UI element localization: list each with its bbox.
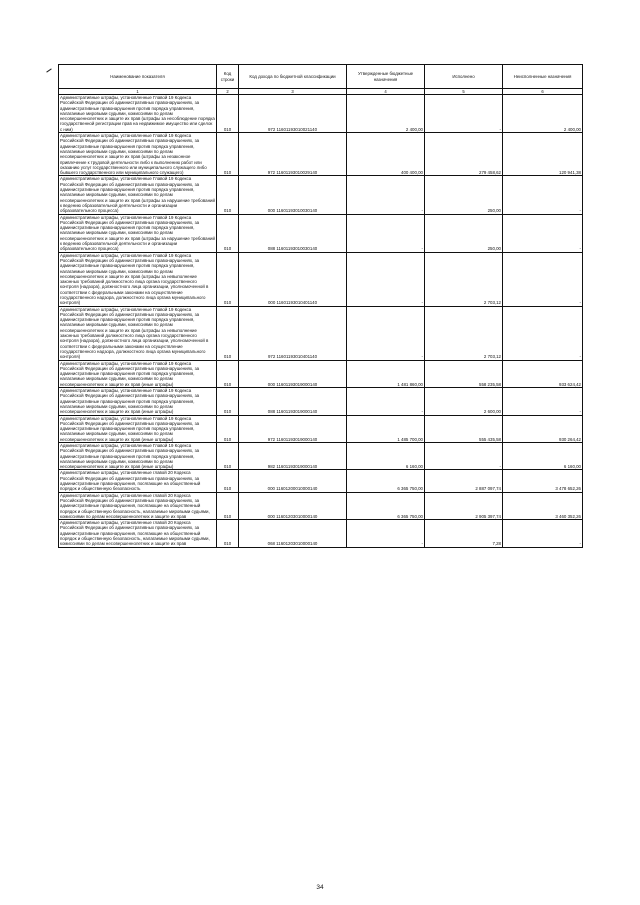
row-indicator-name: Административные штрафы, установленные Главой 19 Кодекса Российской Федерации об административных правонарушениях, за административные правонарушения против порядка управления, налагаемые мировыми судьями, комиссиями по делам несовершеннолетних и защите их прав (штрафы за нарушение требований к ведению образовательной деятельности и организации образовательного процесса) <box>60 214 215 252</box>
row-indicator-name: Административные штрафы, установленные Главой 19 Кодекса Российской Федерации об административных правонарушениях, за административные правонарушения против порядка управления, налагаемые мировыми судьями, комиссиями по делам несовершеннолетних и защите их прав (иные штрафы) <box>59 415 217 442</box>
table-row <box>59 492 583 519</box>
row-executed: - <box>425 95 503 133</box>
table-row <box>59 252 583 306</box>
row-line-code: 010 <box>217 492 239 519</box>
row-budget-code: 982 11601193019000140 <box>239 443 347 470</box>
row-unexecuted: 3 478 652,26 <box>503 470 583 492</box>
row-budget-code: 972 11601193010401140 <box>239 306 347 360</box>
row-budget-code: 000 11601193010401140 <box>239 252 347 306</box>
column-number: 4 <box>347 89 425 95</box>
row-executed: 250,00 <box>425 214 503 252</box>
row-unexecuted: 3 460 352,26 <box>503 492 583 519</box>
row-indicator-name: Административные штрафы, установленные Главой 19 Кодекса Российской Федерации об административных правонарушениях, за административные правонарушения против порядка управления, налагаемые мировыми судьями, комиссиями по делам несовершеннолетних и защите их прав (иные штрафы) <box>59 443 217 470</box>
row-executed: 2 703,12 <box>425 252 503 306</box>
row-approved: - <box>347 520 425 547</box>
row-line-code: 010 <box>217 252 239 306</box>
row-line-code: 010 <box>217 306 239 360</box>
row-unexecuted: 933 624,42 <box>503 360 583 387</box>
column-number: 3 <box>239 89 347 95</box>
column-number: 6 <box>503 89 583 95</box>
header-executed: Исполнено <box>425 65 503 89</box>
row-approved: - <box>347 176 425 214</box>
row-line-code: 010 <box>217 415 239 442</box>
table-row <box>59 214 583 252</box>
page-number: 34 <box>316 884 324 891</box>
header-line-code: Код строки <box>217 65 239 89</box>
table-row <box>59 95 583 133</box>
row-budget-code: 088 11601193019000140 <box>239 388 347 415</box>
row-executed: 2 600,00 <box>425 388 503 415</box>
row-unexecuted: 6 160,00 <box>503 443 583 470</box>
row-approved: 2 400,00 <box>347 95 425 133</box>
row-line-code: 010 <box>217 360 239 387</box>
row-budget-code: 088 11601193010030140 <box>239 214 347 252</box>
row-unexecuted: - <box>503 214 583 252</box>
row-unexecuted: - <box>503 176 583 214</box>
row-unexecuted: - <box>503 252 583 306</box>
row-budget-code: 000 11601193010030140 <box>239 176 347 214</box>
table-row <box>59 388 583 415</box>
header-unexecuted: Неисполненные назначения <box>503 65 583 89</box>
row-indicator-name: Административные штрафы, установленные главой 20 Кодекса Российской Федерации об административных правонарушениях, за административные правонарушения, посягающие на общественный порядок и общественную безопасность, налагаемые мировыми судьями, комиссиями по делам несовершеннолетних и защите их прав <box>59 492 217 519</box>
table-row <box>59 520 583 547</box>
row-executed: 2 887 097,74 <box>425 470 503 492</box>
row-executed: 2 703,12 <box>425 306 503 360</box>
row-indicator-name: Административные штрафы, установленные Главой 19 Кодекса Российской Федерации об административных правонарушениях, за административные правонарушения против порядка управления, налагаемые мировыми судьями, комиссиями по делам несовершеннолетних и защите их прав (штрафы за несоблюдение порядка государственной регистрации прав на недвижимое имущество или сделок с ним) <box>60 95 215 132</box>
row-unexecuted: 120 941,38 <box>503 133 583 176</box>
row-indicator-name: Административные штрафы, установленные главой 20 Кодекса Российской Федерации об административных правонарушениях, за административные правонарушения, посягающие на общественный порядок и общественную безопасность, налагаемые мировыми судьями, комиссиями по делам несовершеннолетних и защите их прав <box>59 520 217 547</box>
row-line-code: 010 <box>217 443 239 470</box>
row-indicator-name: Административные штрафы, установленные Главой 19 Кодекса Российской Федерации об административных правонарушениях, за административные правонарушения против порядка управления, налагаемые мировыми судьями, комиссиями по делам несовершеннолетних и защите их прав (штрафы за невыполнение законных требований должностного лица органа государственного контроля (надзора), должностного лица организации, уполномоченной в соответствии с федеральными законами на осуществление государственного надзора, должностного лица органа муниципального контроля) <box>59 252 217 306</box>
row-unexecuted: 2 400,00 <box>503 95 583 133</box>
table-row <box>59 415 583 442</box>
row-indicator-name: Административные штрафы, установленные Главой 19 Кодекса Российской Федерации об административных правонарушениях, за административные правонарушения против порядка управления, налагаемые мировыми судьями, комиссиями по делам несовершеннолетних и защите их прав (штрафы за невыполнение законных требований должностного лица органа государственного контроля (надзора), должностного лица организации, уполномоченной в соответствии с федеральными законами на осуществление государственного надзора, должностного лица органа муниципального контроля) <box>59 306 217 360</box>
row-line-code: 010 <box>217 520 239 547</box>
row-approved: 1 485 700,00 <box>347 415 425 442</box>
row-budget-code: 972 11601193010029140 <box>239 133 347 176</box>
table-row <box>59 306 583 360</box>
row-unexecuted: - <box>503 306 583 360</box>
column-number: 1 <box>59 89 217 95</box>
row-indicator-name: Административные штрафы, установленные Главой 19 Кодекса Российской Федерации об административных правонарушениях, за административные правонарушения против порядка управления, налагаемые мировыми судьями, комиссиями по делам несовершеннолетних и защите их прав (штрафы за нарушение требований к ведению образовательной деятельности и организации образовательного процесса) <box>60 176 215 214</box>
row-executed: - <box>425 443 503 470</box>
row-approved: - <box>347 252 425 306</box>
row-approved: - <box>347 306 425 360</box>
budget-execution-table <box>58 64 583 548</box>
row-unexecuted: - <box>503 520 583 547</box>
table-row <box>59 133 583 176</box>
table-row <box>59 176 583 214</box>
row-indicator-name: Административные штрафы, установленные Главой 19 Кодекса Российской Федерации об административных правонарушениях, за административные правонарушения против порядка управления, налагаемые мировыми судьями, комиссиями по делам несовершеннолетних и защите их прав (иные штрафы) <box>59 388 217 415</box>
row-executed: 7,28 <box>425 520 503 547</box>
row-approved: 400 400,00 <box>347 133 425 176</box>
table-row <box>59 443 583 470</box>
row-executed: 555 435,58 <box>425 415 503 442</box>
table-row <box>59 360 583 387</box>
row-budget-code: 068 11601203010000140 <box>239 520 347 547</box>
row-approved: - <box>347 214 425 252</box>
row-budget-code: 000 11601200010000140 <box>239 470 347 492</box>
row-approved: - <box>347 388 425 415</box>
row-executed: 2 905 397,74 <box>425 492 503 519</box>
row-approved: 6 160,00 <box>347 443 425 470</box>
row-approved: 1 481 860,00 <box>347 360 425 387</box>
column-number: 5 <box>425 89 503 95</box>
table-header-row <box>59 65 583 89</box>
row-line-code: 010 <box>217 470 239 492</box>
row-budget-code: 972 11601193019000140 <box>239 415 347 442</box>
row-unexecuted: - <box>503 388 583 415</box>
row-budget-code: 000 11601203010000140 <box>239 492 347 519</box>
row-line-code: 010 <box>217 176 239 214</box>
row-indicator-name: Административные штрафы, установленные главой 20 Кодекса Российской Федерации об административных правонарушениях, за административные правонарушения, посягающие на общественный порядок и общественную безопасность <box>59 470 217 492</box>
header-approved: Утвержденные бюджетные назначения <box>347 65 425 89</box>
row-approved: 6 365 750,00 <box>347 492 425 519</box>
table-row <box>59 470 583 492</box>
row-unexecuted: 930 264,42 <box>503 415 583 442</box>
row-executed: 558 235,58 <box>425 360 503 387</box>
header-indicator-name: Наименование показателя <box>59 65 217 89</box>
header-budget-code: Код дохода по бюджетной классификации <box>239 65 347 89</box>
corner-mark <box>46 68 51 72</box>
row-budget-code: 972 11601193010021140 <box>239 95 347 133</box>
row-budget-code: 000 11601193019000140 <box>239 360 347 387</box>
row-line-code: 010 <box>217 388 239 415</box>
row-executed: 279 458,62 <box>425 133 503 176</box>
row-executed: 250,00 <box>425 176 503 214</box>
row-indicator-name: Административные штрафы, установленные Главой 19 Кодекса Российской Федерации об административных правонарушениях, за административные правонарушения против порядка управления, налагаемые мировыми судьями, комиссиями по делам несовершеннолетних и защите их прав (штрафы за незаконное привлечение к трудовой деятельности либо к выполнению работ или оказанию услуг государственного или муниципального служащего либо бывшего государственного или муниципального служащего) <box>59 133 217 176</box>
row-line-code: 010 <box>217 133 239 176</box>
row-line-code: 010 <box>217 214 239 252</box>
column-number: 2 <box>217 89 239 95</box>
row-approved: 6 365 750,00 <box>347 470 425 492</box>
row-line-code: 010 <box>217 95 239 133</box>
row-indicator-name: Административные штрафы, установленные Главой 19 Кодекса Российской Федерации об административных правонарушениях, за административные правонарушения против порядка управления, налагаемые мировыми судьями, комиссиями по делам несовершеннолетних и защите их прав (иные штрафы) <box>59 360 217 387</box>
